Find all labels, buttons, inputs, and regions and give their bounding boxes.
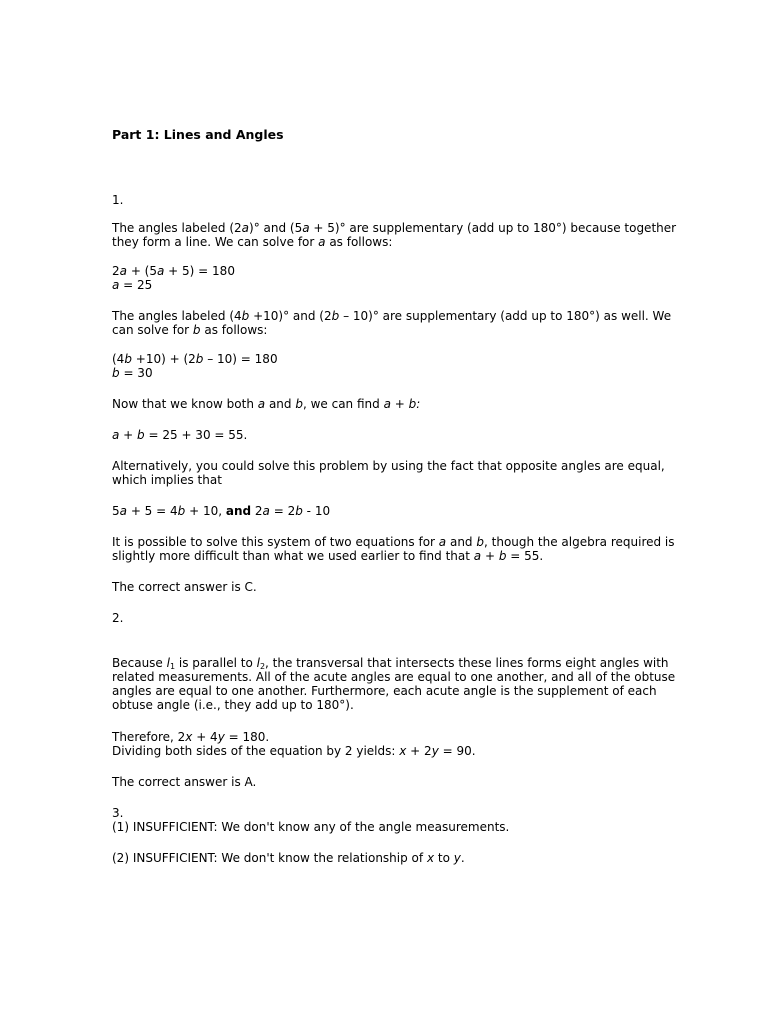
- q2-answer: The correct answer is A.: [112, 775, 257, 789]
- q2-paragraph-2: Therefore, 2x + 4y = 180. Dividing both sides of the equation by 2 yields: x + 2y = 90.: [112, 730, 476, 758]
- q3-statement-2: (2) INSUFFICIENT: We don't know the relationship of x to y.: [112, 851, 465, 865]
- q1-paragraph-1: The angles labeled (2a)° and (5a + 5)° are supplementary (add up to 180°) because together they form a line. We can solve for a as follows:: [112, 221, 677, 249]
- q1-equation-2: (4b +10) + (2b – 10) = 180 b = 30: [112, 352, 278, 380]
- question-number-1: 1.: [112, 193, 124, 207]
- section-heading: Part 1: Lines and Angles: [112, 127, 284, 142]
- question-number-3: 3.: [112, 806, 124, 820]
- q1-paragraph-2: The angles labeled (4b +10)° and (2b – 10)° are supplementary (add up to 180°) as well. We can solve for b as follows:: [112, 309, 672, 337]
- q1-equation-1: 2a + (5a + 5) = 180 a = 25: [112, 264, 235, 292]
- q3-statement-1: (1) INSUFFICIENT: We don't know any of the angle measurements.: [112, 820, 510, 834]
- question-number-2: 2.: [112, 611, 124, 625]
- q1-equation-4: 5a + 5 = 4b + 10, and 2a = 2b - 10: [112, 504, 331, 518]
- q1-answer: The correct answer is C.: [112, 580, 257, 594]
- q1-paragraph-4: Alternatively, you could solve this problem by using the fact that opposite angles are equal, which implies that: [112, 459, 665, 487]
- q2-paragraph-1: Because $l_1$ is parallel to $l_2$, the transversal that intersects these lines forms eight angles with related measurements. All of the acute angles are equal to one another, and all of the obtuse angles are equal to one another. Furthermore, each acute angle is the supplement of each obtuse angle (i.e., they add up to 180°).: [112, 656, 676, 712]
- q1-paragraph-3: Now that we know both a and b, we can find a + b:: [112, 397, 421, 411]
- q1-paragraph-5: It is possible to solve this system of two equations for a and b, though the algebra required is slightly more difficult than what we used earlier to find that a + b = 55.: [112, 535, 675, 563]
- q1-equation-3: a + b = 25 + 30 = 55.: [112, 428, 248, 442]
